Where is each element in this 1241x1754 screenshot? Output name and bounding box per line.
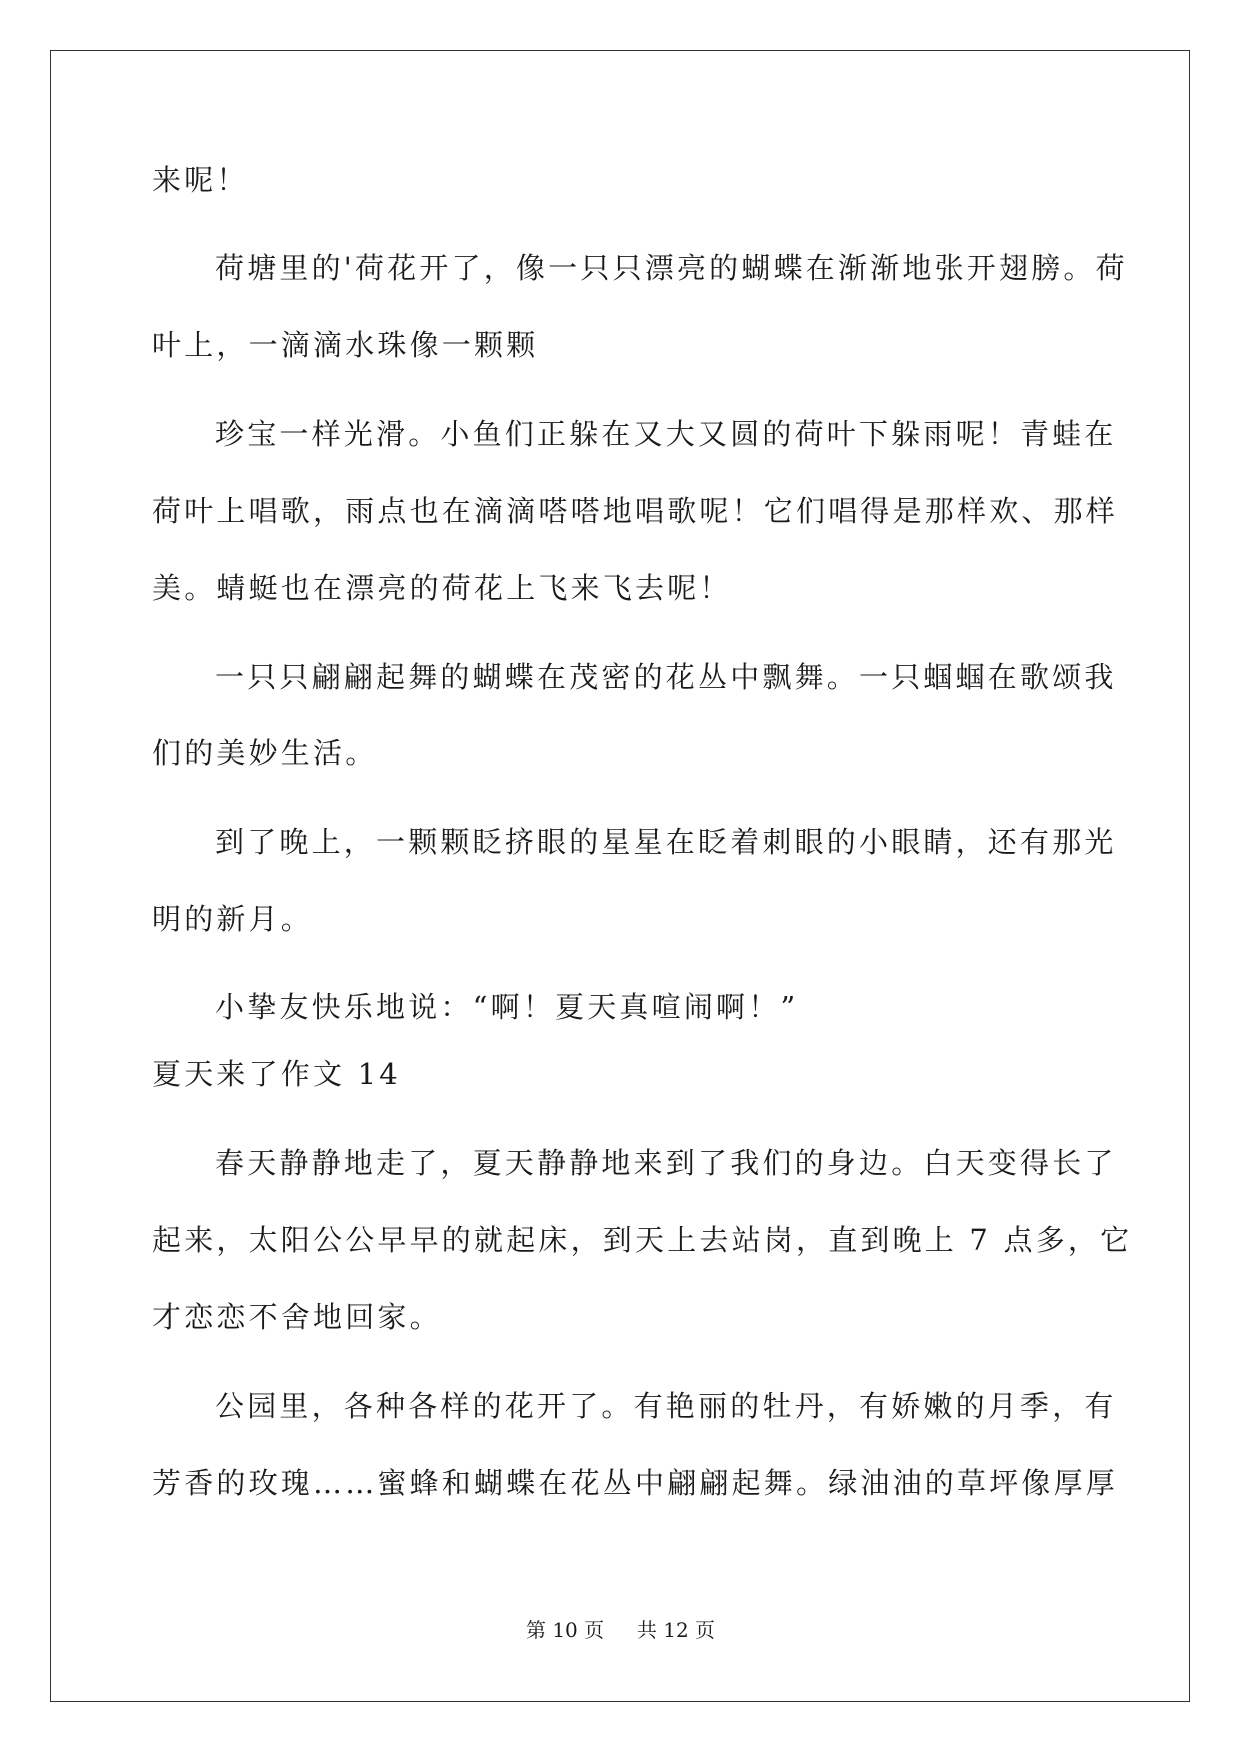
text-line: 公园里，各种各样的花开了。有艳丽的牡丹，有娇嫩的月季，有 [215,1389,1117,1423]
text-line: 来呢！ [152,163,249,197]
text-line: 才恋恋不舍地回家。 [152,1300,442,1334]
page-number-total: 共 12 页 [636,1618,716,1642]
text-line: 到了晚上，一颗颗眨挤眼的星星在眨着刺眼的小眼睛，还有那光 [215,825,1117,859]
text-line: 叶上，一滴滴水珠像一颗颗 [152,328,539,362]
page-footer [0,1616,1241,1644]
text-line: 美。蜻蜓也在漂亮的荷花上飞来飞去呢！ [152,571,732,605]
text-line: 珍宝一样光滑。小鱼们正躲在又大又圆的荷叶下躲雨呢！青蛙在 [215,417,1117,451]
text-line: 起来，太阳公公早早的就起床，到天上去站岗，直到晚上 7 点多，它 [152,1223,1133,1257]
text-line: 一只只翩翩起舞的蝴蝶在茂密的花丛中飘舞。一只蝈蝈在歌颂我 [215,660,1117,694]
text-line: 小挚友快乐地说：“啊！夏天真喧闹啊！” [215,990,799,1024]
text-line: 荷塘里的'荷花开了，像一只只漂亮的蝴蝶在渐渐地张开翅膀。荷 [215,251,1128,285]
section-heading: 夏天来了作文 14 [152,1057,401,1091]
page-border [50,50,1190,1702]
text-line: 明的新月。 [152,902,314,936]
text-line: 春天静静地走了，夏天静静地来到了我们的身边。白天变得长了 [215,1146,1117,1180]
text-line: 荷叶上唱歌，雨点也在滴滴嗒嗒地唱歌呢！它们唱得是那样欢、那样 [152,494,1119,528]
text-line: 芳香的玫瑰……蜜蜂和蝴蝶在花丛中翩翩起舞。绿油油的草坪像厚厚 [152,1466,1119,1500]
page-number-current: 第 10 页 [525,1618,605,1642]
text-line: 们的美妙生活。 [152,736,378,770]
